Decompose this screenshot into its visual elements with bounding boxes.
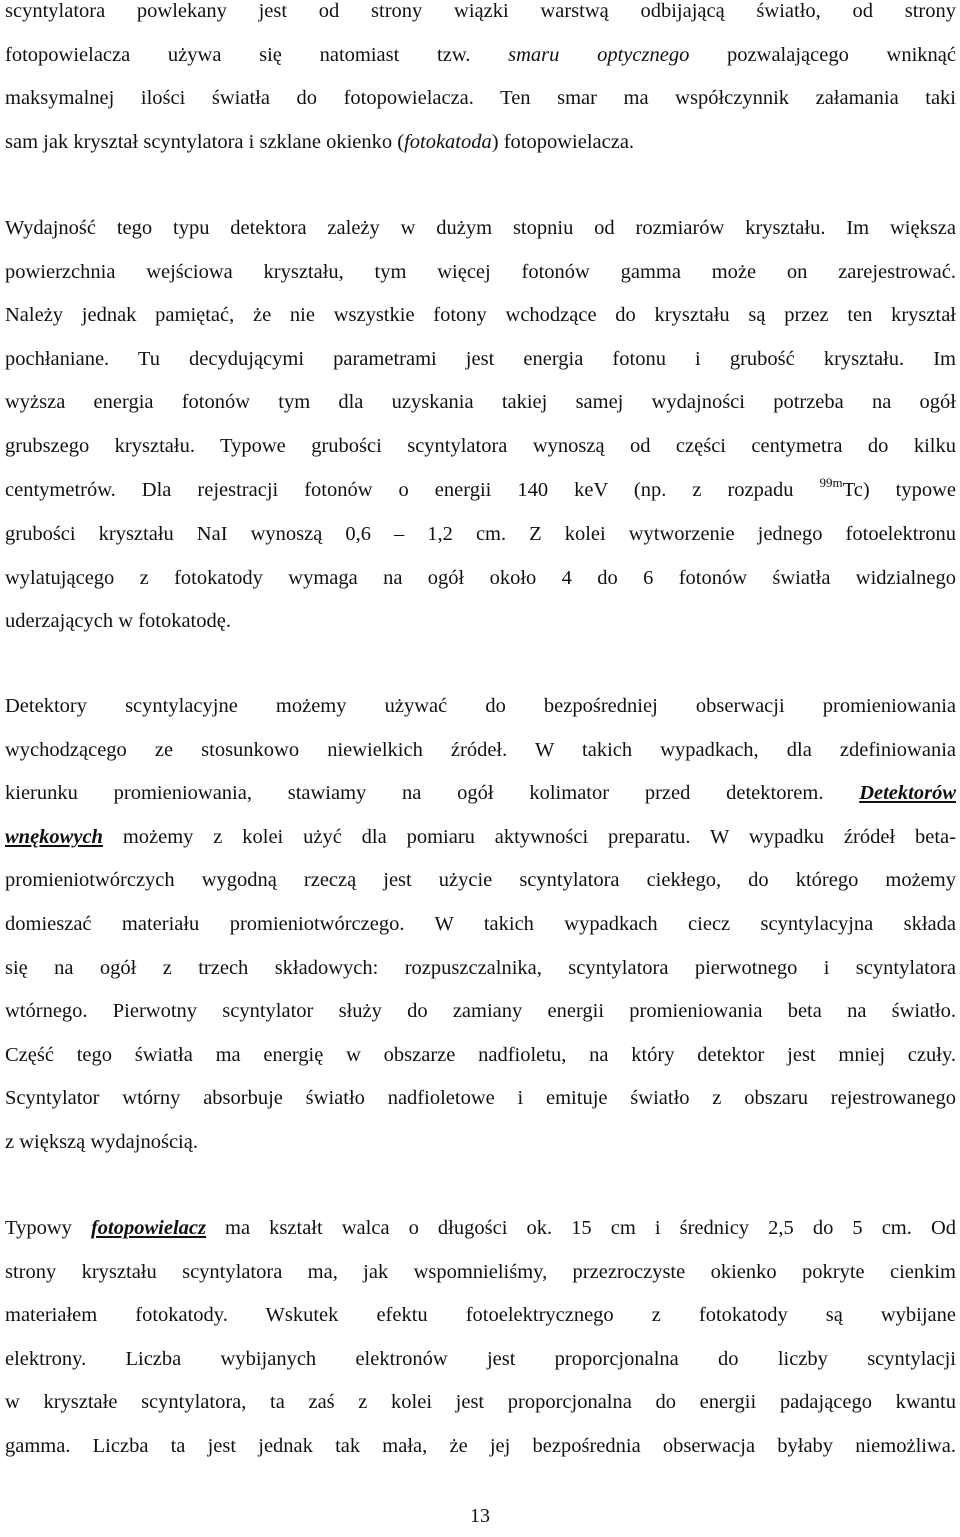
bold-term-detektorow: Detektorów xyxy=(859,782,956,805)
text-line: wylatującego z fotokatody wymaga na ogół około 4 do 6 fotonów światła widzialnego xyxy=(5,566,956,589)
text-span: Typowy xyxy=(5,1217,91,1239)
text-line: grubości kryształu NaI wynoszą 0,6 – 1,2 cm. Z kolei wytworzenie jednego fotoelektronu xyxy=(5,523,956,546)
superscript-isotope: 99m xyxy=(819,474,843,490)
text-line: wychodzącego ze stosunkowo niewielkich źródeł. W takich wypadkach, dla zdefiniowania xyxy=(5,738,956,761)
bold-term-wnekowych: wnękowych xyxy=(5,825,103,848)
text-line: w kryształe scyntylatora, ta zaś z kolei jest proporcjonalna do energii padającego kwantu xyxy=(5,1391,956,1414)
text-span: pozwalającego wniknąć xyxy=(689,43,956,66)
text-span: centymetrów. Dla rejestracji fotonów o energii 140 keV (np. z rozpadu xyxy=(5,478,820,501)
text-line xyxy=(5,34,956,78)
text-span: ) fotopowielacza. xyxy=(491,130,635,153)
italic-term-fotokatoda: fotokatoda xyxy=(404,130,492,153)
text-line: gamma. Liczba ta jest jednak tak mała, że jej bezpośrednia obserwacja byłaby niemożliwa. xyxy=(5,1434,956,1457)
text-line xyxy=(5,816,956,860)
text-line: Część tego światła ma energię w obszarze nadfioletu, na który detektor jest mniej czuły. xyxy=(5,1043,956,1066)
text-line: powierzchnia wejściowa kryształu, tym więcej fotonów gamma może on zarejestrować. xyxy=(5,260,956,283)
text-line: materiałem fotokatody. Wskutek efektu fotoelektrycznego z fotokatody są wybijane xyxy=(5,1304,956,1327)
text-span: sam jak kryształ scyntylatora i szklane okienko ( xyxy=(5,130,405,153)
text-span: ma kształt walca o długości ok. 15 cm i średnicy 2,5 do 5 cm. Od xyxy=(205,1217,956,1239)
text-line xyxy=(5,469,956,514)
paragraph-2 xyxy=(5,207,956,644)
text-line: maksymalnej ilości światła do fotopowielacza. Ten smar ma współczynnik załamania taki xyxy=(5,87,956,110)
text-span: możemy z kolei użyć dla pomiaru aktywności preparatu. W wypadku źródeł beta- xyxy=(102,825,956,848)
text-line: Należy jednak pamiętać, że nie wszystkie fotony wchodzące do kryształu są przez ten kryształ xyxy=(5,304,956,327)
text-line: Wydajność tego typu detektora zależy w dużym stopniu od rozmiarów kryształu. Im większa xyxy=(5,217,956,239)
page-number: 13 xyxy=(470,1505,490,1527)
text-line: grubszego kryształu. Typowe grubości scyntylatora wynoszą od części centymetra do kilku xyxy=(5,434,956,457)
text-span: fotopowielacza używa się natomiast tzw. xyxy=(5,43,509,66)
paragraph-3 xyxy=(5,685,956,1165)
text-line: promieniotwórczych wygodną rzeczą jest użycie scyntylatora ciekłego, do którego możemy xyxy=(5,869,956,892)
text-span: Tc) typowe xyxy=(842,478,956,501)
text-line: z większą wydajnością. xyxy=(5,1130,198,1153)
paragraph-1 xyxy=(5,0,956,164)
text-line: wyższa energia fotonów tym dla uzyskania takiej samej wydajności potrzeba na ogół xyxy=(5,391,956,414)
text-line: pochłaniane. Tu decydującymi parametrami jest energia fotonu i grubość kryształu. Im xyxy=(5,347,956,370)
text-span: kierunku promieniowania, stawiamy na ogół kolimator przed detektorem. xyxy=(5,782,860,805)
text-line: scyntylatora powlekany jest od strony wiązki warstwą odbijającą światło, od strony xyxy=(5,0,956,22)
text-line xyxy=(5,772,956,816)
text-line: Scyntylator wtórny absorbuje światło nadfioletowe i emituje światło z obszaru rejestrowanego xyxy=(5,1087,956,1110)
text-line: wtórnego. Pierwotny scyntylator służy do zamiany energii promieniowania beta na światło. xyxy=(5,1000,956,1023)
paragraph-4 xyxy=(5,1207,956,1469)
italic-term-smar: smaru optycznego xyxy=(508,43,690,66)
bold-term-fotopowielacz: fotopowielacz xyxy=(90,1217,206,1239)
text-line: się na ogół z trzech składowych: rozpuszczalnika, scyntylatora pierwotnego i scyntylatora xyxy=(5,956,956,979)
text-line xyxy=(5,1207,956,1251)
text-line xyxy=(5,121,956,165)
text-line: elektrony. Liczba wybijanych elektronów jest proporcjonalna do liczby scyntylacji xyxy=(5,1347,956,1370)
text-line: uderzających w fotokatodę. xyxy=(5,610,231,633)
text-line: strony kryształu scyntylatora ma, jak wspomnieliśmy, przezroczyste okienko pokryte cienkim xyxy=(5,1260,956,1283)
text-line: Detektory scyntylacyjne możemy używać do bezpośredniej obserwacji promieniowania xyxy=(5,695,956,717)
text-line: domieszać materiału promieniotwórczego. W takich wypadkach ciecz scyntylacyjna składa xyxy=(5,912,956,935)
